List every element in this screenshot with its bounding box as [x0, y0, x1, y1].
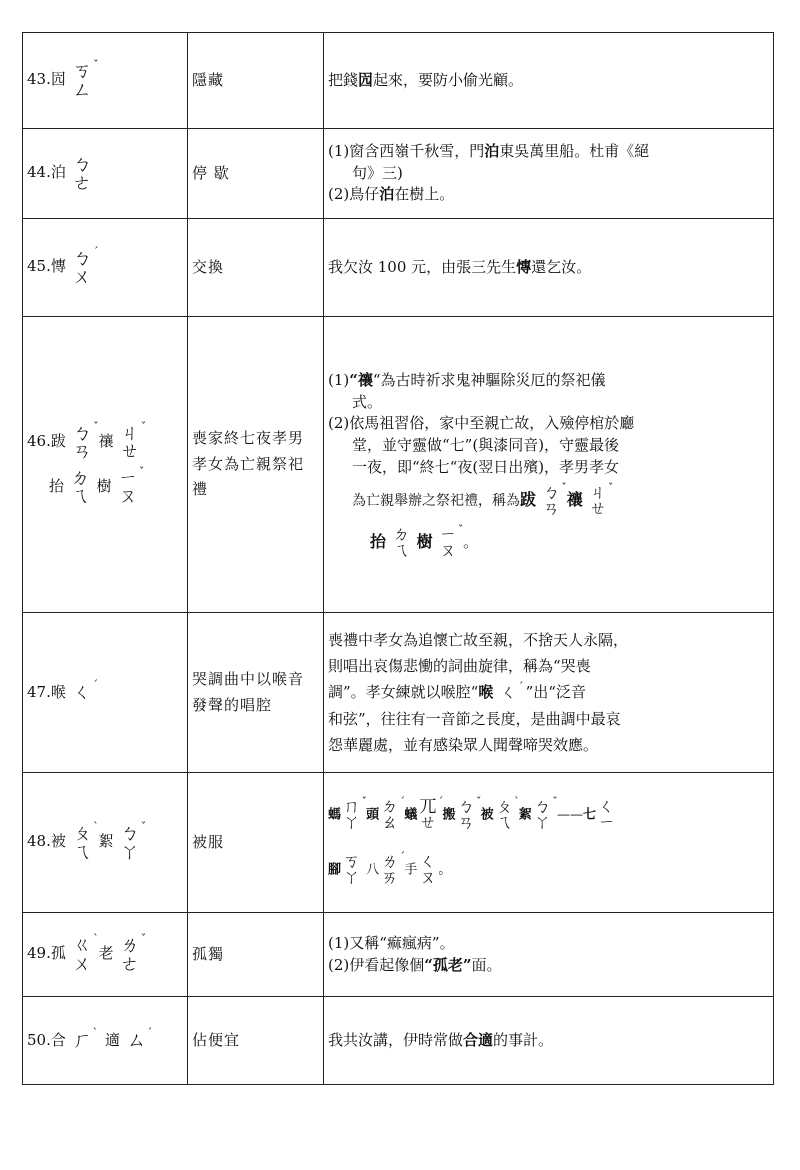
zhuyin-annotation: ㄅ ㄢ ˇ: [72, 420, 99, 463]
term-char: 絮: [98, 832, 114, 851]
table-row: [23, 913, 774, 997]
meaning-cell: 孤獨: [188, 913, 324, 997]
zhuyin-annotation: ㄉ ㄟ: [392, 524, 410, 562]
term-char: 泊: [50, 163, 66, 182]
table-row: [23, 317, 774, 613]
meaning-cell: 被服: [188, 773, 324, 913]
zhuyin-annotation: ㄆ ㄟ ˋ: [72, 820, 99, 863]
term-number: 50.: [27, 1030, 51, 1049]
term-cell: [23, 997, 188, 1085]
term-char: 被: [50, 832, 66, 851]
example-cell: (1)又稱“痲瘋病”。 (2)伊看起像個“孤老”面。: [324, 913, 774, 997]
vocabulary-sheet: [22, 32, 773, 1085]
example-cell: 螞 ㄇ ㄚ ˇ 頭 ㄉ ㄠ ˊ 蟻 ㄫ ㄝ ˊ 搬 ㄅ ㄢ ˇ 被 ㄆ ㄟ ˋ 絮 ㄅ ㄚ ˇ ——七 ㄑ ㄧ 腳 ㄎ ㄚ 八 ㄌ ㄞ ˊ 手 ㄑ ㄡ 。: [324, 773, 774, 913]
example-cell: (1)“禳“為古時祈求鬼神驅除災厄的祭祀儀 式。 (2)依馬祖習俗，家中至親亡故，入殮停棺於廳 堂，並守靈做“七”(與漆同音)，守靈最後 一夜，即“終七“夜(翌日出殯)，孝男孝女 為亡親舉辦之祭祀禮，稱為跋 ㄅ ㄢ ˇ 禳 ㄐ ㄝ ˇ 抬 ㄉ ㄟ 樹 ㄧ ㄡ ˇ 。: [324, 317, 774, 613]
term-char: 樹: [96, 476, 112, 495]
term-char: 禳: [98, 432, 114, 451]
zhuyin-annotation: ㄑ$^ˊ$: [72, 678, 99, 704]
example-cell: (1)窗含西嶺千秋雪，門泊東吳萬里船。杜甫《絕 句》三) (2)鳥仔泊在樹上。: [324, 129, 774, 219]
table-row: [23, 773, 774, 913]
term-number: 47.: [27, 682, 51, 701]
zhuyin-annotation: ㄅ ㄚ ˇ: [120, 820, 147, 863]
term-char: 孤: [50, 944, 66, 963]
meaning-cell: 喪家終七夜孝男孝女為亡親祭祀禮: [188, 317, 324, 613]
term-char: 囥: [50, 70, 66, 89]
meaning-cell: 佔便宜: [188, 997, 324, 1085]
zhuyin-annotation: ㄐ ㄝ ˇ: [589, 480, 614, 519]
term-char: 適: [104, 1030, 120, 1049]
zhuyin-annotation: ㄑ$^ˊ$: [500, 679, 524, 703]
example-cell: 喪禮中孝女為追懷亡故至親，不捨天人永隔， 則唱出哀傷悲慟的詞曲旋律，稱為“哭喪 調”。孝女練就以喉腔“喉 ㄑ$^ˊ$ ”出“泛音 和弦”，往往有一音節之長度，是曲調中最哀 怨華麗處，並有感染眾人聞聲啼哭效應。: [324, 613, 774, 773]
table-row: [23, 997, 774, 1085]
table-row: [23, 129, 774, 219]
term-number: 48.: [27, 832, 51, 851]
zhuyin-annotation: ㄏ$^ˋ$: [72, 1026, 99, 1052]
meaning-cell: 隱藏: [188, 33, 324, 129]
term-cell: [23, 219, 188, 317]
term-cell: [23, 773, 188, 913]
zhuyin-annotation: ㄐ ㄝ ˇ: [120, 420, 147, 463]
example-cell: 我欠汝 100 元，由張三先生慱還乞汝。: [324, 219, 774, 317]
term-cell: [23, 33, 188, 129]
zhuyin-annotation: ㄌ ㄜ ˇ: [120, 932, 147, 975]
zhuyin-annotation: ㄍ ㄨ ˋ: [72, 932, 99, 975]
term-number: 43.: [27, 70, 51, 89]
zhuyin-annotation: ㄎ ㄥ ˇ: [72, 58, 99, 101]
zhuyin-annotation: ㄅ ㄢ ˇ: [542, 480, 567, 519]
zhuyin-annotation: ㄅ ㄨ ˊ: [72, 245, 99, 288]
term-char: 抬: [49, 476, 65, 495]
table-row: [23, 219, 774, 317]
term-number: 46.: [27, 432, 51, 451]
zhuyin-annotation: ㄧ ㄡ ˇ: [439, 522, 464, 562]
zhuyin-annotation: ㄉ ㄟ: [70, 466, 90, 507]
meaning-cell: 停 歇: [188, 129, 324, 219]
term-number: 45.: [27, 257, 51, 276]
term-char: 跋: [50, 432, 66, 451]
table-row: [23, 33, 774, 129]
term-char: 老: [98, 944, 114, 963]
table-row: [23, 613, 774, 773]
meaning-cell: 交換: [188, 219, 324, 317]
zhuyin-annotation: ㄧ ㄡ ˇ: [118, 464, 145, 507]
zhuyin-annotation: ㄅ ㄜ: [72, 153, 92, 194]
term-cell: [23, 913, 188, 997]
term-char: 合: [50, 1030, 66, 1049]
term-number: 49.: [27, 944, 51, 963]
term-char: 慱: [50, 257, 66, 276]
term-cell: [23, 613, 188, 773]
term-cell: [23, 317, 188, 613]
term-char: 喉: [50, 682, 66, 701]
meaning-cell: 哭調曲中以喉音發聲的唱腔: [188, 613, 324, 773]
vocabulary-table: [22, 32, 774, 1085]
example-cell: 把錢囥起來，要防小偷光顧。: [324, 33, 774, 129]
example-cell: 我共汝講，伊時常做合適的事計。: [324, 997, 774, 1085]
zhuyin-annotation: ㄙ$^ˊ$: [126, 1026, 153, 1052]
term-number: 44.: [27, 163, 51, 182]
term-cell: [23, 129, 188, 219]
